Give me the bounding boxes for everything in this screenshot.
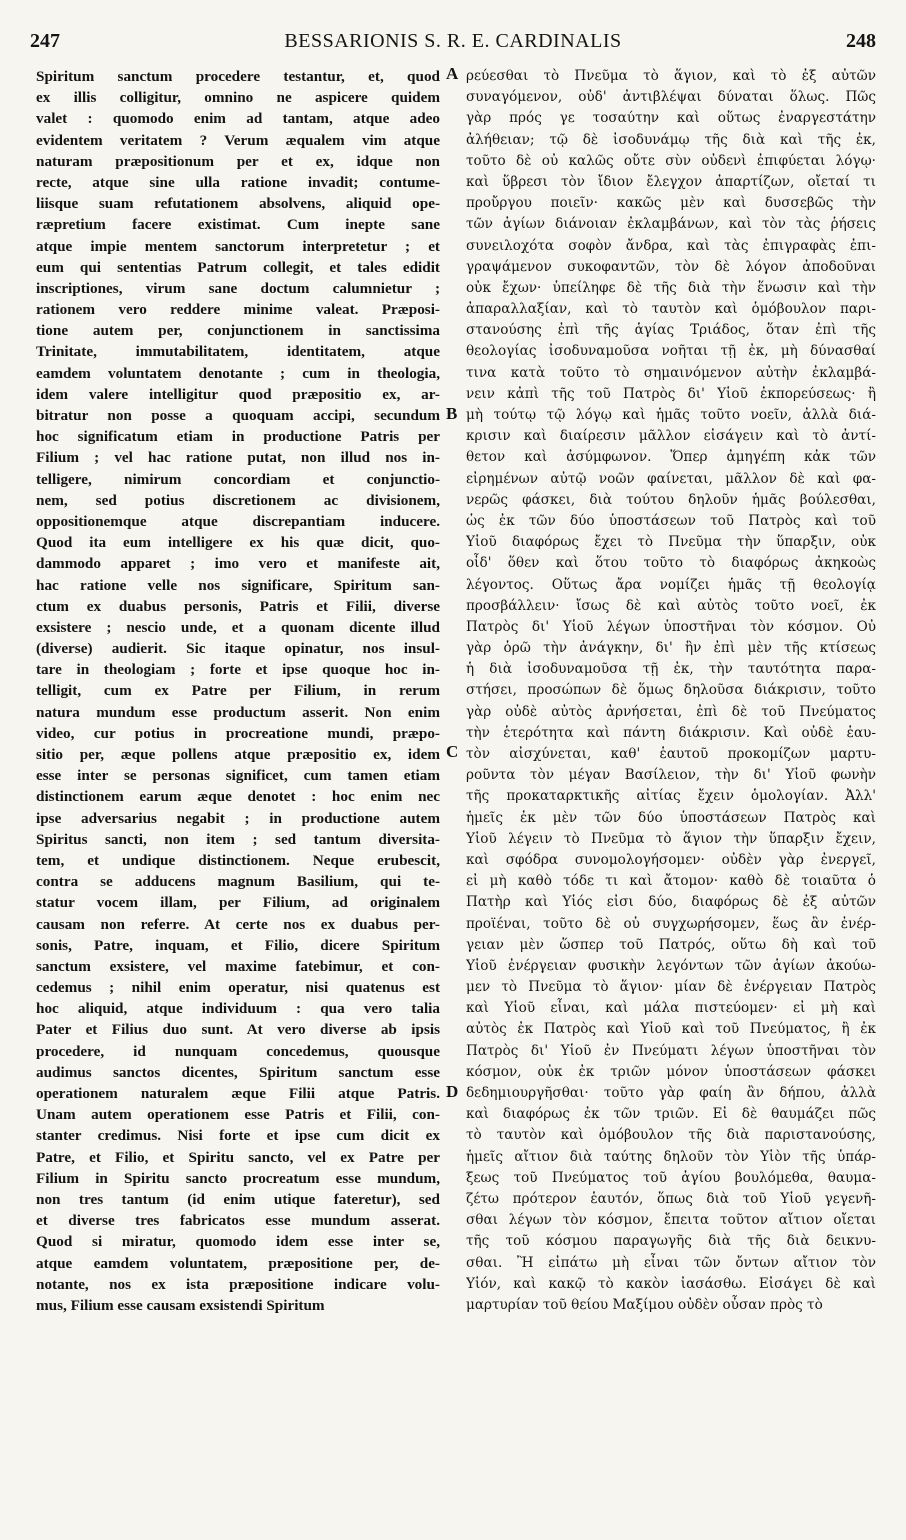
greek-text-line: τὴν ἑτερότητα καὶ πάντη διάκρισιν. Καὶ οὐδὲ ἑαυ- — [466, 724, 876, 741]
latin-text-line: Pater et Filius duo sunt. At vero diverse ab ipsis — [36, 1021, 440, 1039]
greek-text-line: τὸ ταυτὸν καὶ ὁμόβουλον τῆς διὰ παριστανούσης, — [466, 1127, 876, 1144]
greek-text-line: θετον καὶ ἀσύμφωνον. Ὅπερ ἀμηγέπη κἀκ τῶν — [466, 449, 876, 466]
greek-text-line: τινα κατὰ τοῦτο τὸ σημαινόμενον αὐτὴν ἐκλαμβά- — [466, 364, 876, 381]
greek-text-line: Πατρὸς δι' Υἱοῦ λέγων ὑποστῆναι τὸν κόσμον. Οὐ — [466, 618, 876, 635]
greek-text-line: Υἱόν, καὶ κακῷ τὸ κακὸν ἰασάσθω. Εἰσάγει δὲ καὶ — [466, 1275, 876, 1292]
greek-text-line: ξεως τοῦ Πνεύματος τοῦ ἁγίου βουλόμεθα, θαυμα- — [466, 1169, 876, 1186]
greek-text-line: τῆς προκαταρκτικῆς αἰτίας ἔχειν ὁμολογίαν. Ἀλλ' — [466, 788, 876, 805]
greek-text-line: προὔργου ποιεῖν· κακῶς μὲν καὶ δυσσεβῶς τὴν — [466, 195, 876, 212]
greek-text-line: νερῶς φάσκει, διὰ τούτου δηλοῦν ἡμᾶς βούλεσθαι, — [466, 491, 876, 508]
greek-text-line: τὸν αἰσχύνεται, καθ' ἑαυτοῦ προκομίζων μαρτυ- — [466, 746, 876, 762]
latin-text-line: Quod si miratur, quomodo idem esse inter se, — [36, 1233, 440, 1251]
greek-text-line: ζέτω πρότερον ἑαυτόν, ὅπως διὰ τοῦ Υἱοῦ γεγενῆ- — [466, 1190, 876, 1207]
greek-text-line: ἀπαραλλαξίαν, καὶ τὸ ταυτὸν καὶ ὁμόβουλον παρι- — [466, 301, 876, 318]
greek-text-line: ροῦντα τὸν μέγαν Βασίλειον, τὴν δι' Υἱοῦ φωνὴν — [466, 767, 876, 784]
greek-text-line: θεολογίας ἰσοδυναμοῦσα νοῆται τῇ ἐκ, μὴ δύνασθαί — [466, 343, 876, 360]
latin-text-line: (diverse) audierit. Sic itaque opinatur, nos insul- — [36, 640, 440, 658]
greek-text-line: καὶ Υἱοῦ εἶναι, καὶ μάλα πιστεύομεν· εἰ μὴ καὶ — [466, 1000, 876, 1017]
latin-text-line: exsistere ; nescio unde, et a quonam dicente illud — [36, 618, 440, 636]
greek-text-line: στανούσης ἐπὶ τῆς ἁγίας Τριάδος, ὅταν ἐπὶ τῆς — [466, 322, 876, 339]
latin-text-line: dammodo apparet ; imo vero et manifeste ait, — [36, 555, 440, 573]
latin-text-line: evidentem veritatem ? Verum æqualem vim atque — [36, 131, 440, 149]
greek-text-line: εἰρημένων αὐτῷ νοῶν φαίνεται, μᾶλλον δὲ καὶ φα- — [466, 470, 876, 487]
greek-column — [466, 66, 876, 1316]
greek-text-line: Υἱοῦ διαφόρως ἔχει τὸ Πνεῦμα τὴν ὕπαρξιν, οὐκ — [466, 534, 876, 551]
latin-text-line: sanctum exsistere, vel maxime fatebimur, et con- — [36, 957, 440, 975]
latin-text-line: rationem vero reddere minime valeat. Præposi- — [36, 301, 440, 319]
latin-text-line: Spiritum sanctum procedere testantur, et, quod — [36, 68, 440, 85]
greek-text-line: Υἱοῦ λέγειν τὸ Πνεῦμα τὸ ἅγιον τὴν ὕπαρξιν ἔχειν, — [466, 830, 876, 847]
greek-text-line: κρισιν καὶ διαίρεσιν μᾶλλον εἰσάγειν καὶ τὸ ἀντί- — [466, 428, 876, 445]
margin-marker-c: C — [446, 742, 459, 761]
page-number-right: 248 — [846, 30, 876, 52]
latin-text-line: eum qui sententias Patrum collegit, et tales edidit — [36, 258, 440, 276]
greek-text-line: καὶ διαφόρως ἐκ τῶν τριῶν. Εἰ δὲ θαυμάζει πῶς — [466, 1106, 876, 1123]
margin-marker-b: B — [446, 404, 458, 423]
latin-text-line: inscriptiones, virum sane doctum calumnietur ; — [36, 279, 440, 297]
latin-text-line: Trinitate, immutabilitatem, identitatem, atque — [36, 343, 440, 361]
greek-text-line: στήσει, προσώπων δὲ ὅμως δηλοῦσα διάκρισιν, τοῦτο — [466, 682, 876, 699]
greek-text-line: συναγόμενον, οὐδ' ἀντιβλέψαι δύναται ὅλως. Πῶς — [466, 89, 876, 106]
greek-text-line: γὰρ ὁρῶ τὴν ἀνάγκην, δι' ἣν ἐπὶ μὲν τῆς κτίσεως — [466, 640, 876, 657]
latin-text-line: Filium ; vel hac ratione putat, non illud nos in- — [36, 449, 440, 467]
latin-text-line: non tres tantum (id enim utique fateretur), sed — [36, 1190, 440, 1208]
latin-text-line: esse inter se personas significet, cum tamen etiam — [36, 767, 440, 785]
greek-text-line: γὰρ πρός γε τοσαύτην καὶ οὕτως ἐναργεστάτην — [466, 110, 876, 127]
greek-text-line: ἀλήθειαν; τῷ δὲ ἰσοδυνάμῳ τῆς διὰ καὶ τῆς ἐκ, — [466, 131, 876, 148]
greek-text-line: λέγοντος. Οὕτως ἄρα νομίζει ἡμᾶς τῇ θεολογίᾳ — [466, 576, 876, 593]
greek-text-line: μὴ τούτῳ τῷ λόγῳ καὶ ἡμᾶς τοῦτο νοεῖν, ἀλλὰ διά- — [466, 407, 876, 423]
latin-text-line: causam non referre. At certe nos ex duabus per- — [36, 915, 440, 933]
greek-text-line: νειν κἀπὶ τῆς τοῦ Πατρὸς δι' Υἱοῦ ἐκπορεύσεως· ἢ — [466, 385, 876, 402]
latin-text-line: atque eamdem voluntatem, præpositione per, de- — [36, 1254, 440, 1272]
greek-text-line: γραψάμενον συκοφαντῶν, τὸν δὲ λόγον ἀποδοῦναι — [466, 258, 876, 275]
latin-text-line: Unam autem operationem esse Patris et Filii, con- — [36, 1106, 440, 1124]
greek-text-line: σθαι. Ἢ εἰπάτω μὴ εἶναι τῶν ὄντων αἴτιον τὸν — [466, 1254, 876, 1271]
greek-text-line: γειαν μὲν ὥσπερ τοῦ Πατρός, οὕτω δὴ καὶ τοῦ — [466, 936, 876, 953]
latin-text-line: sonis, Patre, inquam, et Filio, dicere Spiritum — [36, 936, 440, 954]
latin-text-line: tem, et undique distinctionem. Neque erubescit, — [36, 851, 440, 869]
greek-text-line: προϊέναι, τοῦτο δὲ οὐ συγχωρήσομεν, ἕως ἂν ἐνέρ- — [466, 915, 876, 932]
margin-marker-d: D — [446, 1082, 459, 1101]
latin-text-line: cedemus ; nihil enim operatur, nisi quatenus est — [36, 979, 440, 997]
greek-text-line: τῆς τοῦ κόσμου παραγωγῆς διὰ τῆς διὰ δεικνυ- — [466, 1233, 876, 1250]
greek-text-line: αὐτὸς ἐκ Πατρὸς καὶ Υἱοῦ καὶ τοῦ Πνεύματος, ἢ ἐκ — [466, 1021, 876, 1038]
greek-text-line: προσβάλλειν· ἴσως δὲ καὶ αὐτὸς τοῦτο νοεῖ, ἐκ — [466, 597, 876, 614]
latin-text-line: et diverse tres fabricatos esse mundum asserat. — [36, 1212, 440, 1230]
page-number-left: 247 — [30, 30, 60, 52]
latin-text-line: telligit, cum ex Patre per Filium, in rerum — [36, 682, 440, 700]
latin-text-line: eamdem voluntatem denotante ; cum in theologia, — [36, 364, 440, 382]
greek-text-line: κόσμον, οὐκ ἐκ τριῶν μόνον ὑποστάσεων φάσκει — [466, 1063, 876, 1080]
margin-marker-a: A — [446, 64, 459, 83]
greek-text-line: γὰρ οὐδὲ αὐτὸς ἀρνήσεται, ἐπὶ δὲ τοῦ Πνεύματος — [466, 703, 876, 720]
latin-text-line: tare in theologiam ; forte et ipse quoque hoc in- — [36, 661, 440, 679]
latin-text-line: naturam præpositionum per et ex, idque non — [36, 152, 440, 170]
latin-text-line: statur vocem illam, per Filium, ad originalem — [36, 894, 440, 912]
greek-text-line: εἰ μὴ καθὸ τόδε τι καὶ ἄτομον· καθὸ δὲ τοιαῦτα ὁ — [466, 873, 876, 890]
latin-column — [36, 66, 440, 1316]
greek-text-line: σθαι λέγων τὸν κόσμον, ἔπειτα τοῦτον αἴτιον οἴεται — [466, 1212, 876, 1229]
latin-text-line: notante, nos ex ista præpositione indicare volu- — [36, 1275, 440, 1293]
greek-text-line: ρεύεσθαι τὸ Πνεῦμα τὸ ἅγιον, καὶ τὸ ἐξ αὐτῶν — [466, 68, 876, 84]
latin-text-line: Filium in Spiritu sancto procreatum esse mundum, — [36, 1169, 440, 1187]
latin-text-line: Quod ita eum intelligere ex his quæ dicit, quo- — [36, 534, 440, 552]
latin-text-line: ex illis colligitur, omnino ne aspicere quidem — [36, 89, 440, 107]
latin-text-line: bitratur non posse a quoquam accipi, secundum — [36, 407, 440, 424]
latin-text-line: video, cur potius in procreatione mundi, præpo- — [36, 724, 440, 742]
latin-text-line: ctum ex duabus personis, Patris et Filii, diverse — [36, 597, 440, 615]
greek-text-line: τῶν ἁγίων διάνοιαν ἐκλαμβάνων, καὶ τὸν τὰς ῥήσεις — [466, 216, 876, 233]
latin-text-line: hoc significatum etiam in productione Patris per — [36, 428, 440, 446]
latin-text-line: hac ratione velle nos significare, Spiritum san- — [36, 576, 440, 594]
running-title: BESSARIONIS S. R. E. CARDINALIS — [284, 30, 622, 52]
greek-text-line: μαρτυρίαν τοῦ θείου Μαξίμου οὐδὲν οὖσαν πρὸς τὸ — [466, 1296, 823, 1313]
greek-text-line: Πατρὸς δι' Υἱοῦ ἐν Πνεύματι λέγων ὑποστῆναι τὸν — [466, 1042, 876, 1059]
latin-text-line: recte, atque sine ulla ratione invadit; contume- — [36, 173, 440, 191]
latin-text-line: liisque suam refutationem absolvens, aliquid ope- — [36, 195, 440, 213]
latin-text-line: valet : quomodo enim ad tantam, atque adeo — [36, 110, 440, 128]
latin-text-line: nem, sed potius discretionem ac divisionem, — [36, 491, 440, 509]
greek-text-line: ἡ διὰ ἰσοδυναμοῦσα τῇ ἐκ, τὴν ταυτότητα παρα- — [466, 661, 876, 678]
latin-text-line: atque impie mentem sanctorum interpretetur ; et — [36, 237, 440, 255]
greek-text-line: μεν τὸ Πνεῦμα τὸ ἅγιον· μίαν δὲ ἐνέργειαν Πατρὸς — [466, 979, 876, 996]
latin-text-line: oppositionemque atque discrepantiam inducere. — [36, 512, 440, 530]
latin-text-line: ræpretium facere existimat. Cum inepte sane — [36, 216, 440, 234]
latin-text-line: distinctionem earum æque denotet : hoc enim nec — [36, 788, 440, 806]
latin-text-line: Patre, et Filio, et Spiritu sancto, vel ex Patre per — [36, 1148, 440, 1166]
latin-text-line: Spiritus sancti, non item ; sed tantum diversita- — [36, 830, 440, 848]
latin-text-line: hoc aliquid, atque individuum : qua vero talia — [36, 1000, 440, 1018]
latin-text-line: audimus sanctos dicentes, Spiritum sanctum esse — [36, 1063, 440, 1081]
greek-text-line: ἡμεῖς αἴτιον διὰ ταύτης δηλοῦν τὸν Υἱὸν τῆς ὑπάρ- — [466, 1148, 876, 1165]
latin-text-line: tione autem per, conjunctionem in sanctissima — [36, 322, 440, 340]
greek-text-line: συνειλοχότα σοφὸν ἄνδρα, καὶ τὰς ἐπιγραφὰς ἐπι- — [466, 237, 876, 254]
greek-text-line: ὡς ἐκ τῶν δύο ὑποστάσεων τοῦ Πατρὸς καὶ τοῦ — [466, 512, 876, 529]
latin-text-line: ipse adversarius negabit ; in productione autem — [36, 809, 440, 827]
latin-text-line: operationem naturalem æque Filii atque Patris. — [36, 1085, 440, 1102]
greek-text-line: καὶ σφόδρα συνομολογήσομεν· οὐδὲν γὰρ ἐνεργεῖ, — [466, 851, 876, 868]
latin-text-line: idem valere intelligitur quod præpositio ex, ar- — [36, 385, 440, 403]
page-header — [30, 30, 876, 58]
greek-text-line: τοῦτο δὲ οὐ καλῶς οὔτε σὺν οὐδενὶ ἐπιφύεται λόγῳ· — [466, 152, 876, 169]
greek-text-line: δεδημιουργῆσθαι· τοῦτο γὰρ φαίη ἂν δήπου, ἀλλὰ — [466, 1085, 876, 1101]
greek-text-line: ἡμεῖς ἐκ μὲν τῶν δύο ὑποστάσεων Πατρὸς καὶ — [466, 809, 876, 826]
latin-text-line: sitio per, æque pollens atque præpositio ex, idem — [36, 746, 440, 763]
latin-text-line: mus, Filium esse causam exsistendi Spiritum — [36, 1296, 325, 1314]
greek-text-line: καὶ ὕβρεσι τὸν ἴδιον ἔλεγχον ἀπαρτίζων, οἴεταί τι — [466, 173, 876, 190]
greek-text-line: οὐκ ἔχων· ὑπείληφε δὲ τῆς διὰ τὴν ἕνωσιν καὶ τὴν — [466, 279, 876, 296]
latin-text-line: telligere, nimirum concordiam et conjunctio- — [36, 470, 440, 488]
greek-text-line: οἶδ' ὅθεν καὶ ὅτου τοῦτο τὸ διαφόρως ἀκηκοὼς — [466, 555, 876, 572]
latin-text-line: natura mundum esse productum asserit. Non enim — [36, 703, 440, 721]
greek-text-line: Πατὴρ καὶ Υἱός εἰσι δύο, διαφόρως δὲ ἐξ αὐτῶν — [466, 894, 876, 911]
latin-text-line: stanter credimus. Nisi forte et ipse cum dicit ex — [36, 1127, 440, 1145]
latin-text-line: procedere, id nunquam concedemus, quousque — [36, 1042, 440, 1060]
latin-text-line: contra se adducens magnum Basilium, qui te- — [36, 873, 440, 891]
greek-text-line: Υἱοῦ ἐνέργειαν φυσικὴν λεγόντων τῶν ἁγίων ἀκούω- — [466, 957, 876, 974]
